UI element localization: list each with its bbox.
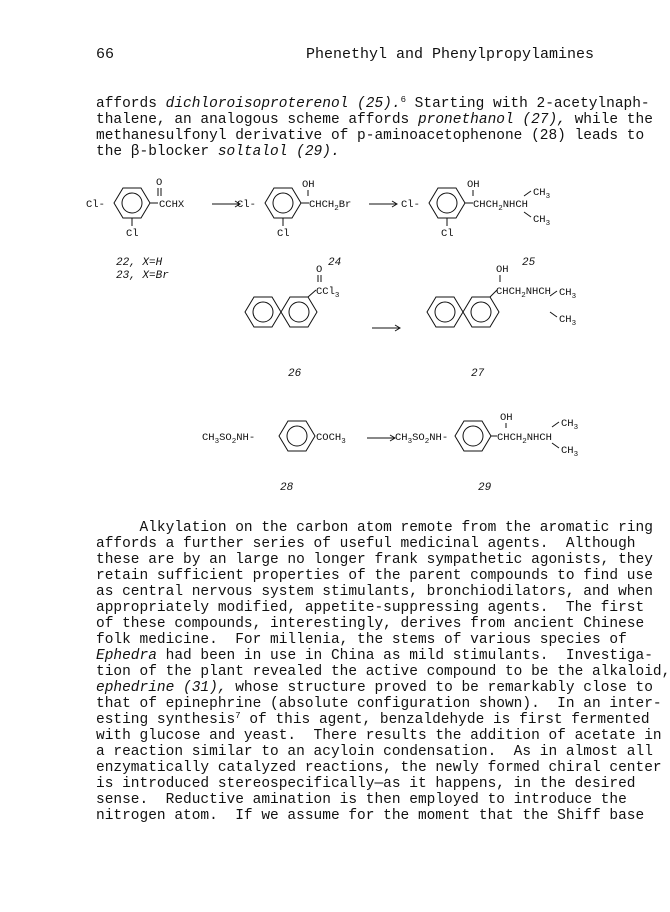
compound-22-label: 22, X=H bbox=[116, 257, 163, 269]
oxygen-label: O bbox=[156, 177, 163, 189]
text-line: with glucose and yeast. There results the addition of acetate in bbox=[96, 728, 662, 744]
trichloromethyl-label: CCl$_3$ bbox=[316, 286, 340, 300]
text-line: as central nervous system stimulants, bronchiodilators, and when bbox=[96, 584, 653, 600]
text-line: of these compounds, interestingly, derives from ancient Chinese bbox=[96, 616, 645, 632]
text-line: sense. Reductive amination is then employed to introduce the bbox=[96, 792, 627, 808]
text-line: retain sufficient properties of the parent compounds to find use bbox=[96, 568, 653, 584]
text-line: the β-blocker soltalol (29). bbox=[96, 144, 340, 160]
chlorine-label: Cl bbox=[441, 228, 454, 240]
text-line: tion of the plant revealed the active compound to be the alkaloid, bbox=[96, 664, 670, 680]
methyl-label: $CH_3$ bbox=[559, 287, 577, 301]
chlorine-label: Cl- bbox=[86, 199, 105, 211]
compound-28-label: 28 bbox=[280, 482, 294, 494]
reaction-scheme bbox=[0, 170, 638, 500]
text-line: thalene, an analogous scheme affords pronethanol (27), while the bbox=[96, 112, 653, 128]
amine-group-label: $CHCH_2NHCH$ bbox=[497, 432, 552, 446]
text-line: Alkylation on the carbon atom remote from the aromatic ring bbox=[96, 520, 653, 536]
compound-27-label: 27 bbox=[471, 368, 485, 380]
compound-24-label: 24 bbox=[328, 257, 342, 269]
methyl-label: $CH_3$ bbox=[559, 314, 577, 328]
oxygen-label: O bbox=[316, 264, 323, 276]
text-line: affords dichloroisoproterenol (25).$^6$ Starting with 2-acetylnaph- bbox=[96, 95, 650, 112]
hydroxyl-label: OH bbox=[302, 179, 315, 191]
carbonyl-group-label: CCHX bbox=[159, 199, 185, 211]
chlorine-label: Cl bbox=[126, 228, 139, 240]
text-line: ephedrine (31), whose structure proved to be remarkably close to bbox=[96, 680, 653, 696]
paragraph-alkylation bbox=[96, 520, 670, 824]
text-line: folk medicine. For millenia, the stems of various species of bbox=[96, 632, 627, 648]
page-number: 66 bbox=[96, 46, 115, 63]
text-line: is introduced stereospecifically—as it happens, in the desired bbox=[96, 776, 636, 792]
mesylamino-label: $CH_3SO_2NH-$ bbox=[395, 432, 449, 446]
chlorine-label: Cl- bbox=[401, 199, 420, 211]
text-line: affords a further series of useful medicinal agents. Although bbox=[96, 536, 636, 552]
text-line: Ephedra had been in use in China as mild stimulants. Investiga- bbox=[96, 648, 653, 664]
chlorine-label: Cl- bbox=[237, 199, 256, 211]
mesylamino-label: $CH_3SO_2NH-$ bbox=[202, 432, 256, 446]
compound-25-label: 25 bbox=[522, 257, 536, 269]
amine-group-label: $CHCH_2NHCH$ bbox=[496, 286, 551, 300]
text-line: a reaction similar to an acyloin condensation. As in almost all bbox=[96, 744, 653, 760]
text-line: that of epinephrine (absolute configuration shown). In an inter- bbox=[96, 696, 662, 712]
chlorine-label: Cl bbox=[277, 228, 290, 240]
footnote-ref: 7 bbox=[235, 711, 241, 721]
text-line: enzymatically catalyzed reactions, the newly formed chiral center bbox=[96, 760, 662, 776]
methyl-label: $CH_3$ bbox=[533, 187, 551, 201]
text-line: nitrogen atom. If we assume for the moment that the Shiff base bbox=[96, 808, 645, 824]
hydroxyl-label: OH bbox=[500, 412, 513, 424]
hydroxyl-label: OH bbox=[496, 264, 509, 276]
bromohydrin-group-label: $CHCH_2Br$ bbox=[309, 199, 352, 213]
compound-23-label: 23, X=Br bbox=[116, 270, 169, 282]
text-line: methanesulfonyl derivative of p-aminoacetophenone (28) leads to bbox=[96, 128, 645, 144]
compound-29-label: 29 bbox=[478, 482, 492, 494]
running-title: Phenethyl and Phenylpropylamines bbox=[305, 46, 594, 63]
methyl-label: $CH_3$ bbox=[533, 214, 551, 228]
text-line: these are by an large no longer frank sympathetic agonists, they bbox=[96, 552, 653, 568]
acetyl-label: $COCH_3$ bbox=[316, 432, 346, 446]
methyl-label: $CH_3$ bbox=[561, 418, 579, 432]
compound-26-label: 26 bbox=[288, 368, 302, 380]
text-line: appropriately modified, appetite-suppressing agents. The first bbox=[96, 600, 645, 616]
text-line: esting synthesis$^7$ of this agent, benzaldehyde is first fermented bbox=[96, 711, 650, 728]
hydroxyl-label: OH bbox=[467, 179, 480, 191]
footnote-ref: 6 bbox=[400, 95, 406, 105]
methyl-label: $CH_3$ bbox=[561, 445, 579, 459]
paragraph-intro bbox=[96, 95, 653, 160]
amine-group-label: $CHCH_2NHCH$ bbox=[473, 199, 528, 213]
